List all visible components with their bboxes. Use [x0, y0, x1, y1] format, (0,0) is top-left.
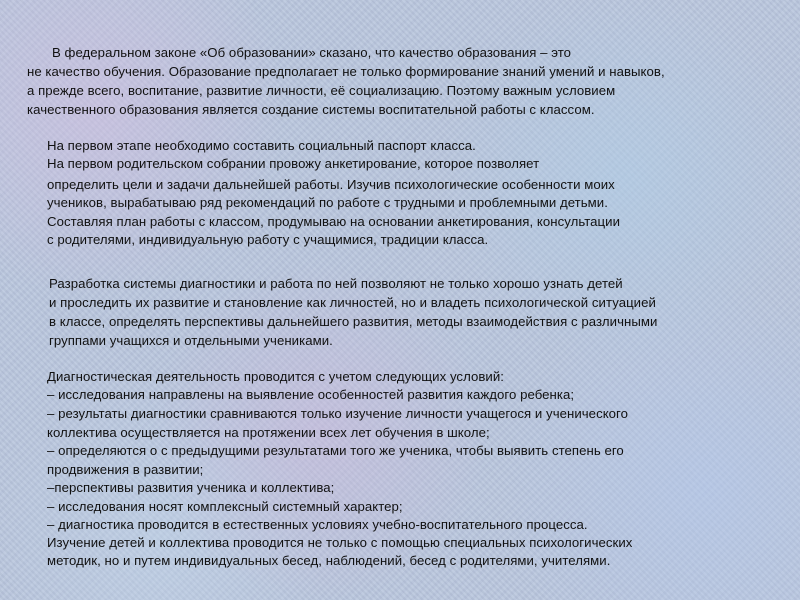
text-line: не качество обучения. Образование предполагает не только формирование знаний умений и навыков,	[27, 64, 665, 79]
text-line: учеников, вырабатываю ряд рекомендаций по работе с трудными и проблемными детьми.	[47, 195, 608, 210]
text-line: качественного образования является создание системы воспитательной работы с классом.	[27, 102, 595, 117]
list-item: – определяются о с предыдущими результатами того же ученика, чтобы выявить степень его	[47, 443, 624, 458]
text-line: На первом родительском собрании провожу анкетирование, которое позволяет	[47, 156, 540, 171]
text-line: Изучение детей и коллектива проводится не только с помощью специальных психологических	[47, 535, 633, 550]
list-item: продвижения в развитии;	[47, 462, 204, 477]
text-line: группами учащихся и отдельными учениками.	[49, 333, 333, 348]
list-item: коллектива осуществляется на протяжении всех лет обучения в школе;	[47, 425, 490, 440]
list-item: – диагностика проводится в естественных условиях учебно-воспитательного процесса.	[47, 517, 588, 532]
text-line: в классе, определять перспективы дальнейшего развития, методы взаимодействия с различными	[49, 314, 658, 329]
text-line: В федеральном законе «Об образовании» сказано, что качество образования – это	[52, 45, 572, 60]
text-line: и проследить их развитие и становление как личностей, но и владеть психологической ситуацией	[49, 295, 656, 310]
text-line: а прежде всего, воспитание, развитие личности, её социализацию. Поэтому важным условием	[27, 83, 616, 98]
list-item: – исследования направлены на выявление особенностей развития каждого ребенка;	[47, 387, 575, 402]
text-line: На первом этапе необходимо составить социальный паспорт класса.	[47, 138, 476, 153]
text-line: Составляя план работы с классом, продумываю на основании анкетирования, консультации	[47, 214, 620, 229]
list-item: – результаты диагностики сравниваются только изучение личности учащегося и ученического	[47, 406, 629, 421]
text-line: определить цели и задачи дальнейшей работы. Изучив психологические особенности моих	[47, 177, 615, 192]
text-line: с родителями, индивидуальную работу с учащимися, традиции класса.	[47, 232, 489, 247]
list-item: – исследования носят комплексный системный характер;	[47, 499, 403, 514]
text-line: Диагностическая деятельность проводится с учетом следующих условий:	[47, 369, 504, 384]
text-line: методик, но и путем индивидуальных бесед, наблюдений, бесед с родителями, учителями.	[47, 553, 611, 568]
list-item: –перспективы развития ученика и коллектива;	[47, 480, 335, 495]
text-line: Разработка системы диагностики и работа по ней позволяют не только хорошо узнать детей	[49, 276, 623, 291]
